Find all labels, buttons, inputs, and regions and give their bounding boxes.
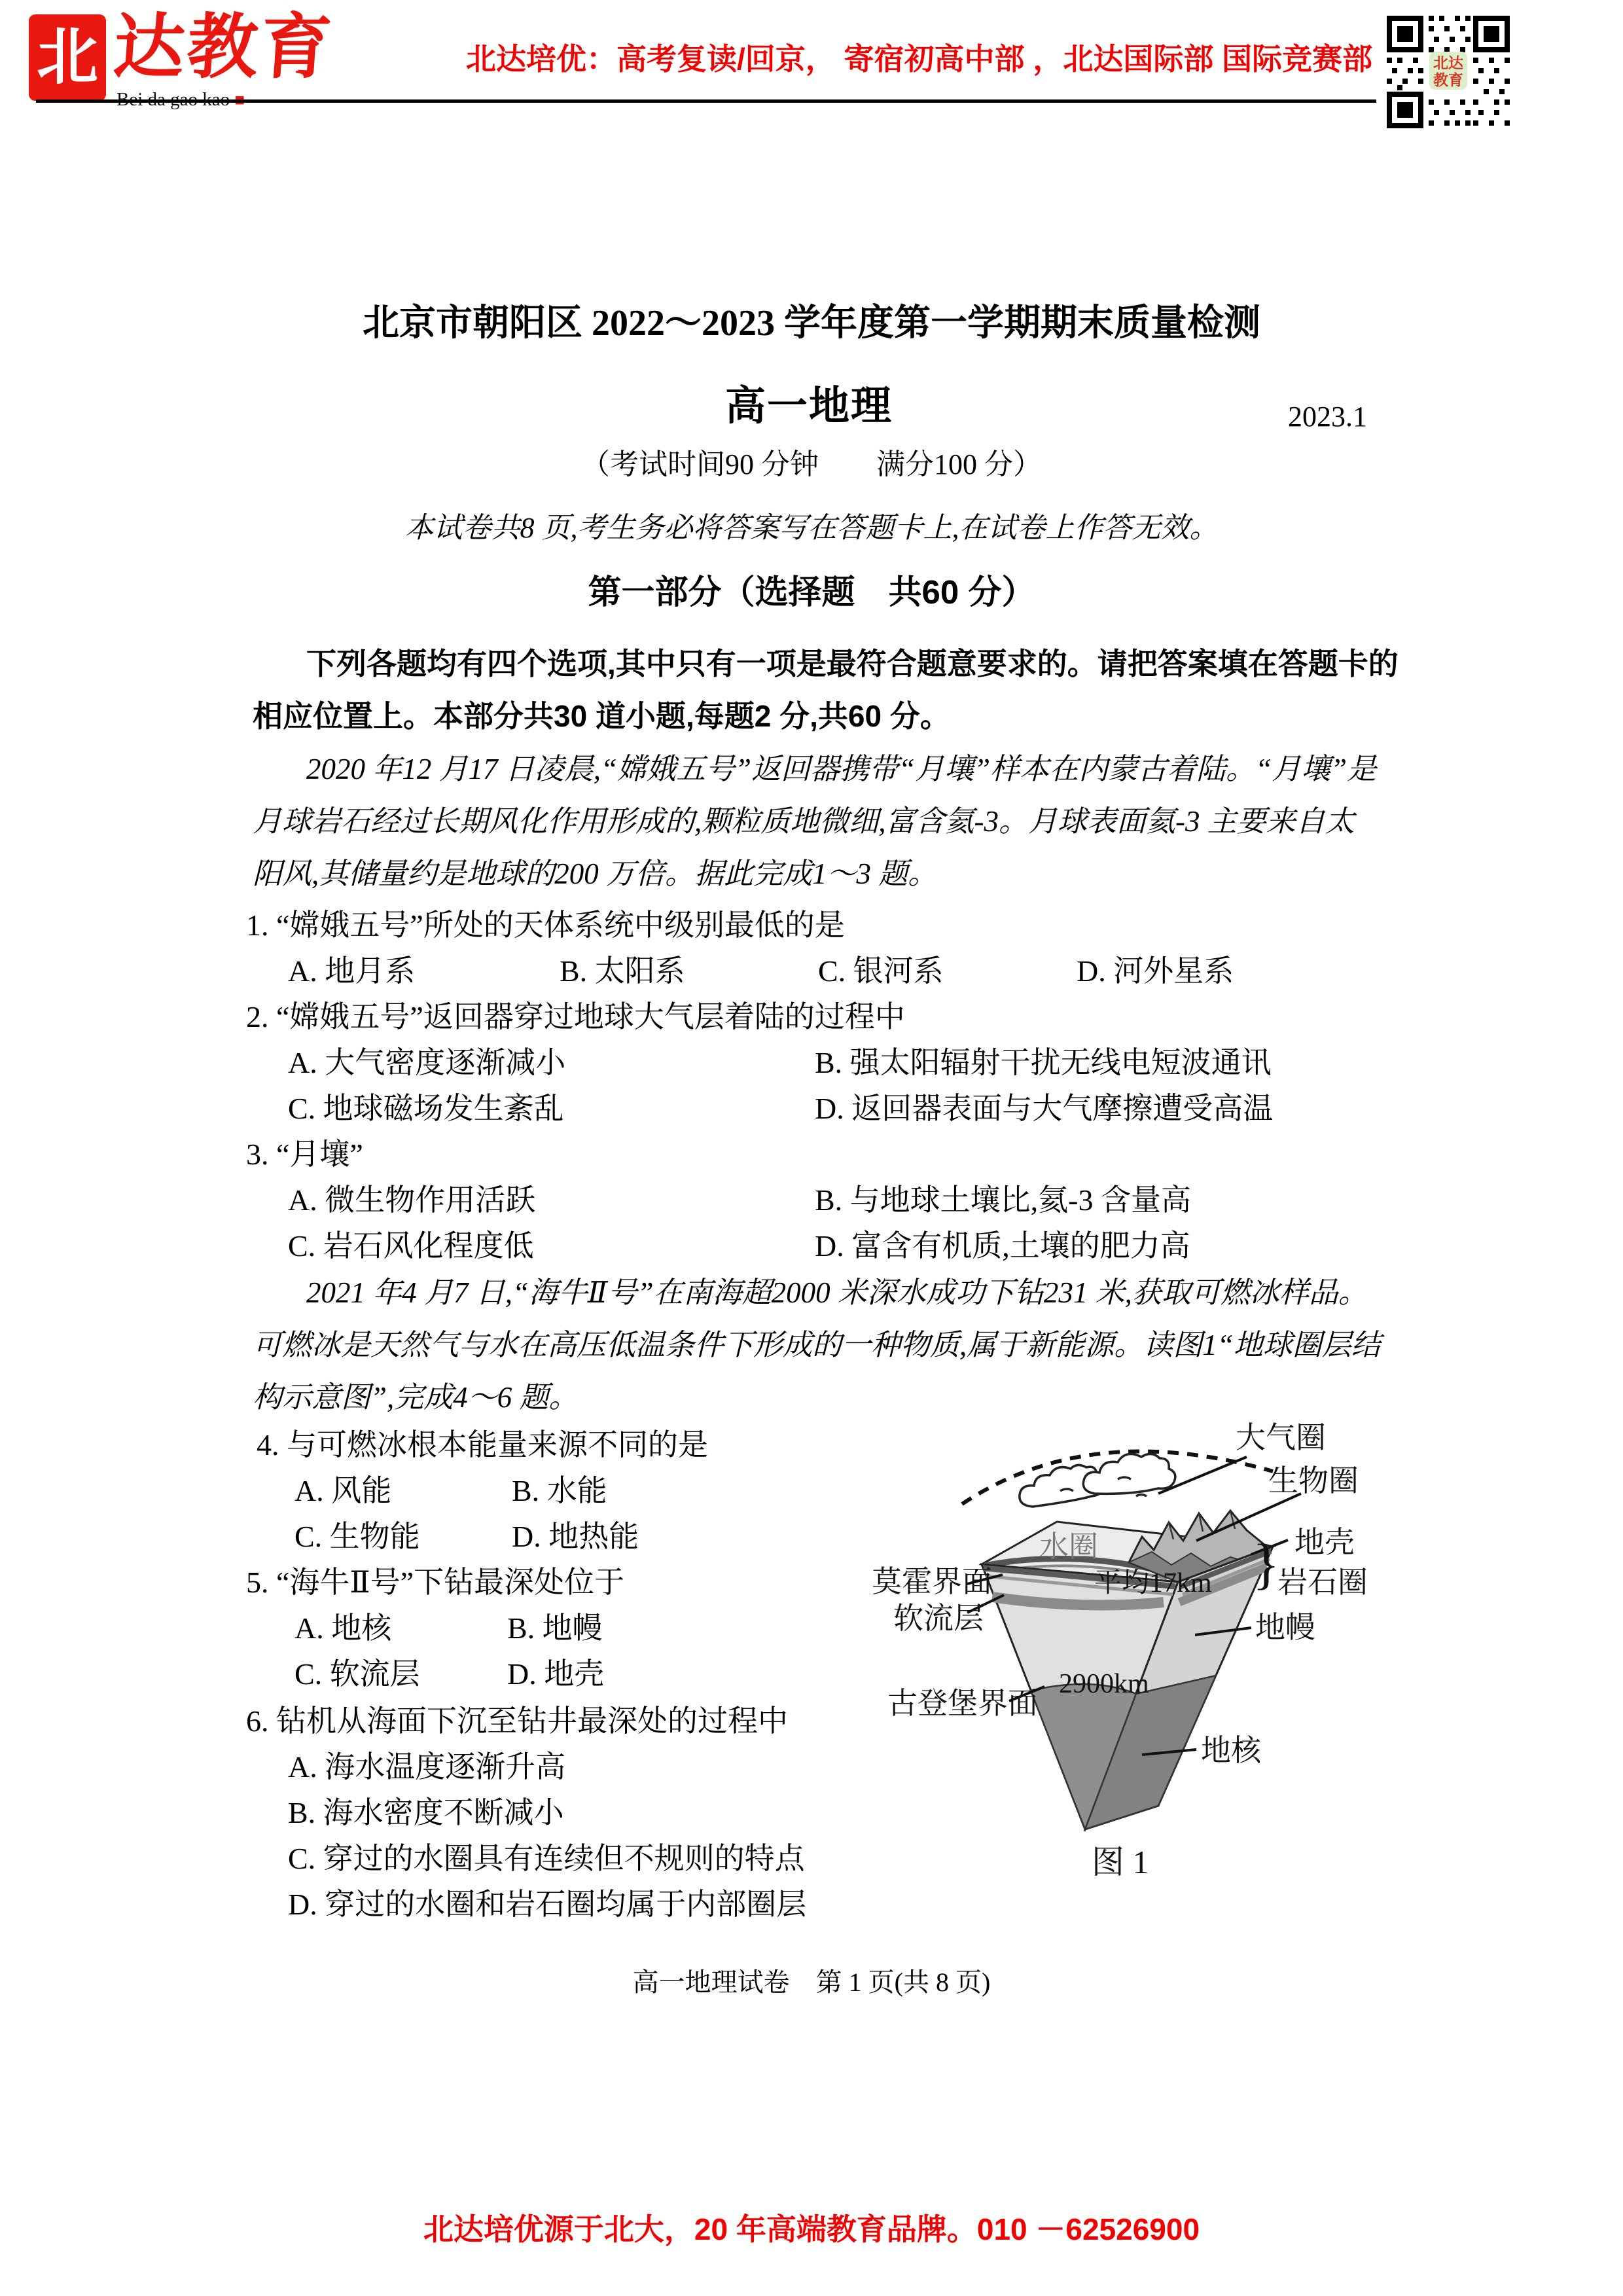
question-4-option-c: C. 生物能: [294, 1520, 420, 1553]
passage1-line-1: 2020 年12 月17 日凌晨,“嫦娥五号”返回器携带“月壤”样本在内蒙古着陆。“月壤”是: [306, 753, 1377, 785]
header-rule: [36, 99, 1376, 103]
qr-center-label: [1429, 52, 1467, 90]
label-moho: 莫霍界面: [872, 1565, 992, 1598]
logo-brand: 达教育: [111, 9, 337, 87]
question-1-option-a: A. 地月系: [288, 954, 416, 988]
logo-seal: [29, 14, 106, 101]
exam-notice: 本试卷共8 页,考生务必将答案写在答题卡上,在试卷上作答无效。: [404, 512, 1219, 544]
question-6-option-a: A. 海水温度逐渐升高: [288, 1750, 566, 1784]
label-core: 地核: [1201, 1734, 1261, 1767]
question-4-option-d: D. 地热能: [512, 1520, 639, 1553]
question-5-option-d: D. 地壳: [507, 1657, 605, 1691]
figure-1: [864, 1401, 1387, 1888]
question-2-stem: 2. “嫦娥五号”返回器穿过地球大气层着陆的过程中: [246, 1000, 905, 1033]
question-2-option-a: A. 大气密度逐渐减小: [288, 1046, 566, 1079]
label-2900km: 2900km: [1059, 1669, 1149, 1699]
question-2-option-d: D. 返回器表面与大气摩擦遭受高温: [815, 1092, 1274, 1125]
label-crust: 地壳: [1294, 1526, 1355, 1559]
question-1-option-d: D. 河外星系: [1077, 954, 1234, 988]
question-3-stem: 3. “月壤”: [246, 1138, 363, 1171]
qr-center-line1: 北达: [1433, 55, 1463, 71]
question-4-stem: 4. 与可燃冰根本能量来源不同的是: [257, 1428, 708, 1462]
question-1-stem: 1. “嫦娥五号”所处的天体系统中级别最低的是: [246, 908, 845, 942]
intro-line-2: 相应位置上。本部分共30 道小题,每题2 分,共60 分。: [253, 699, 950, 733]
question-2-option-c: C. 地球磁场发生紊乱: [288, 1092, 564, 1125]
exam-date: 2023.1: [1288, 401, 1367, 433]
question-6-option-d: D. 穿过的水圈和岩石圈均属于内部圈层: [288, 1888, 807, 1921]
header-slogan: 北达培优：高考复读/回京， 寄宿初高中部 ，北达国际部 国际竞赛部: [466, 42, 1373, 76]
question-5-option-b: B. 地幔: [507, 1611, 603, 1645]
clouds-icon: [1020, 1454, 1175, 1507]
exam-info: （考试时间90 分钟 满分100 分）: [581, 448, 1042, 480]
label-biosphere: 生物圈: [1268, 1464, 1359, 1498]
exam-title: 北京市朝阳区 2022～2023 学年度第一学期期末质量检测: [363, 303, 1260, 344]
question-5-option-a: A. 地核: [294, 1611, 392, 1645]
passage2-line-1: 2021 年4 月7 日,“海牛Ⅱ号”在南海超2000 米深水成功下钻231 米,获取可燃冰样品。: [306, 1276, 1368, 1309]
section-heading: 第一部分（选择题 共60 分）: [588, 573, 1035, 611]
label-asthenosphere: 软流层: [893, 1602, 984, 1635]
figure-caption: 图 1: [1092, 1844, 1149, 1880]
question-6-stem: 6. 钻机从海面下沉至钻井最深处的过程中: [246, 1704, 788, 1738]
label-avg17: 平均17km: [1094, 1568, 1212, 1598]
question-5-option-c: C. 软流层: [294, 1657, 420, 1691]
label-atmosphere: 大气圈: [1236, 1421, 1326, 1454]
label-mantle: 地幔: [1255, 1611, 1315, 1644]
exam-subject: 高一地理: [725, 384, 893, 429]
question-3-option-d: D. 富含有机质,土壤的肥力高: [815, 1229, 1190, 1263]
question-1-option-c: C. 银河系: [818, 954, 944, 988]
passage1-line-2: 月球岩石经过长期风化作用形成的,颗粒质地微细,富含氦-3。月球表面氦-3 主要来自太: [253, 805, 1355, 838]
header-logo: [29, 9, 356, 107]
lithosphere-brace: }: [1253, 1532, 1280, 1595]
question-4-option-b: B. 水能: [512, 1474, 607, 1507]
question-3-option-b: B. 与地球土壤比,氦-3 含量高: [815, 1183, 1191, 1217]
question-1-option-b: B. 太阳系: [560, 954, 685, 988]
question-6-option-b: B. 海水密度不断减小: [288, 1796, 564, 1829]
intro-line-1: 下列各题均有四个选项,其中只有一项是最符合题意要求的。请把答案填在答题卡的: [306, 647, 1399, 681]
label-lithosphere: 岩石圈: [1277, 1566, 1368, 1599]
qr-center-line2: 教育: [1433, 72, 1463, 88]
label-gutenberg: 古登堡界面: [887, 1687, 1038, 1720]
question-2-option-b: B. 强太阳辐射干扰无线电短波通讯: [815, 1046, 1272, 1079]
label-hydrosphere: 水圈: [1039, 1530, 1099, 1563]
passage2-line-3: 构示意图”,完成4～6 题。: [253, 1381, 579, 1414]
qr-code: [1383, 12, 1514, 135]
question-5-stem: 5. “海牛Ⅱ号”下钻最深处位于: [246, 1566, 625, 1599]
question-3-option-a: A. 微生物作用活跃: [288, 1183, 536, 1217]
passage2-line-2: 可燃冰是天然气与水在高压低温条件下形成的一种物质,属于新能源。读图1“地球圈层结: [253, 1329, 1381, 1361]
question-6-option-c: C. 穿过的水圈具有连续但不规则的特点: [288, 1842, 805, 1875]
page-footer: 高一地理试卷 第 1 页(共 8 页): [632, 1967, 991, 1997]
logo-seal-char: 北: [36, 23, 98, 92]
question-4-option-a: A. 风能: [294, 1474, 392, 1507]
promo-footer: 北达培优源于北大，20 年高端教育品牌。010 －62526900: [423, 2212, 1200, 2246]
question-3-option-c: C. 岩石风化程度低: [288, 1229, 534, 1263]
passage1-line-3: 阳风,其储量约是地球的200 万倍。据此完成1～3 题。: [253, 857, 938, 890]
